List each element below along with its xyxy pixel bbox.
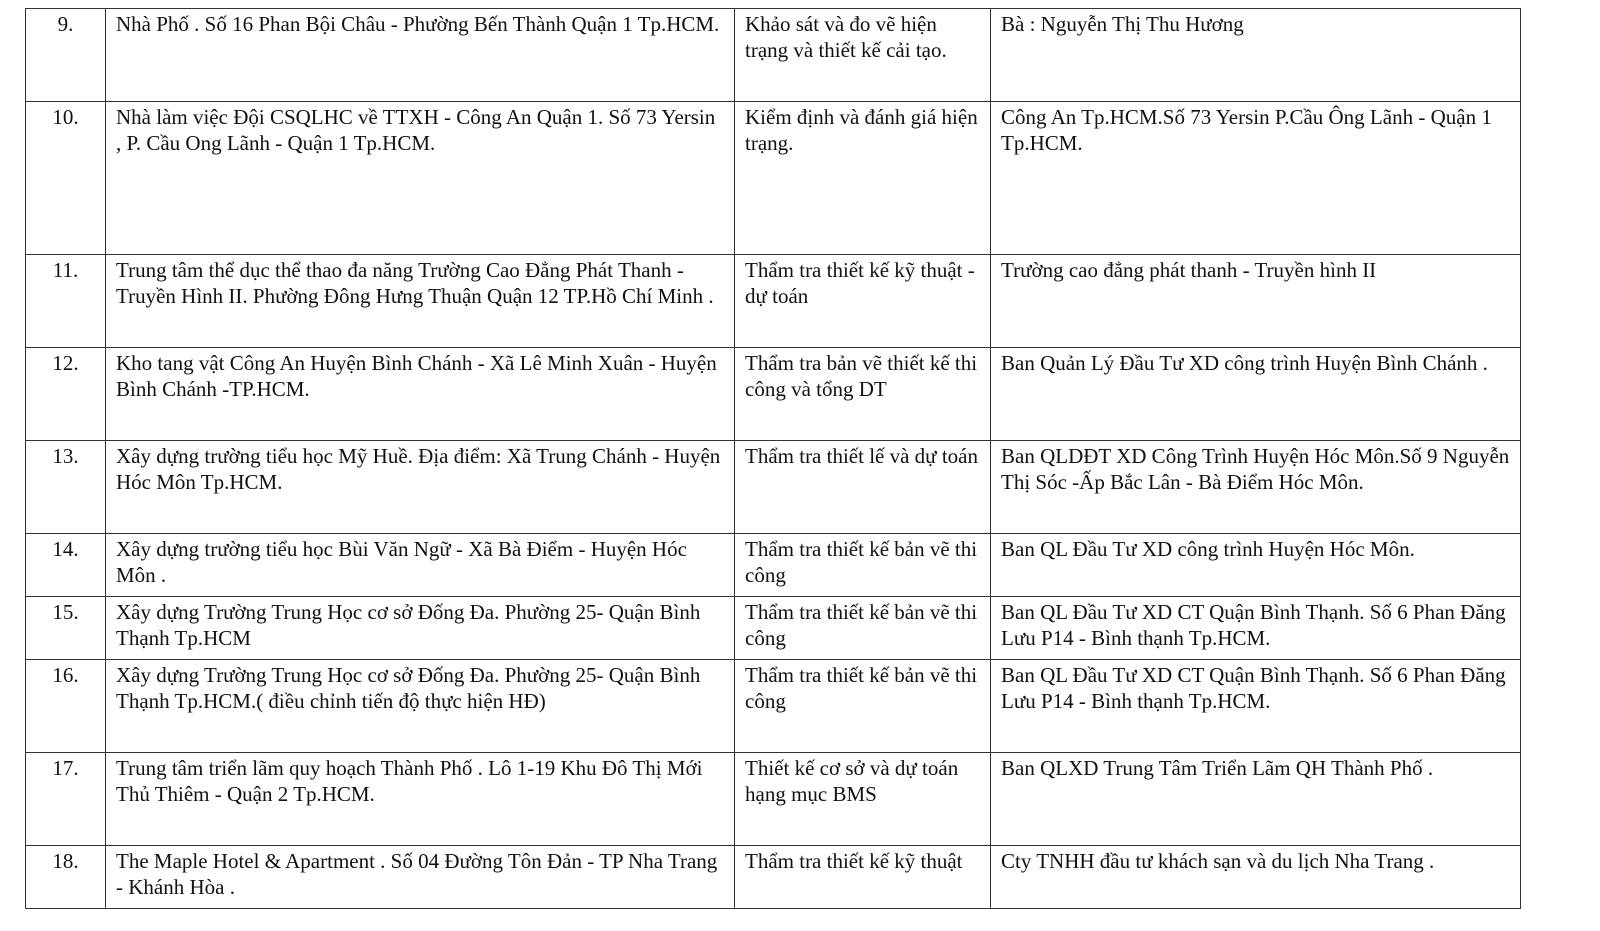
- row-number: 12.: [26, 348, 106, 441]
- table-row: [26, 660, 1521, 753]
- project-name: Nhà làm việc Đội CSQLHC về TTXH - Công An Quận 1. Số 73 Yersin , P. Cầu Ong Lãnh - Quận 1 Tp.HCM.: [106, 102, 735, 255]
- task-description: Thẩm tra bản vẽ thiết kế thi công và tổng DT: [735, 348, 991, 441]
- table-row: [26, 846, 1521, 909]
- client-name: Ban QLDĐT XD Công Trình Huyện Hóc Môn.Số 9 Nguyễn Thị Sóc -Ấp Bắc Lân - Bà Điểm Hóc Môn.: [991, 441, 1521, 534]
- client-name: Trường cao đẳng phát thanh - Truyền hình II: [991, 255, 1521, 348]
- project-name: Trung tâm triển lãm quy hoạch Thành Phố . Lô 1-19 Khu Đô Thị Mới Thủ Thiêm - Quận 2 Tp.HCM.: [106, 753, 735, 846]
- project-name: The Maple Hotel & Apartment . Số 04 Đường Tôn Đản - TP Nha Trang - Khánh Hòa .: [106, 846, 735, 909]
- client-name: Bà : Nguyễn Thị Thu Hương: [991, 9, 1521, 102]
- project-name: Xây dựng Trường Trung Học cơ sở Đống Đa. Phường 25- Quận Bình Thạnh Tp.HCM.( điều chỉnh tiến độ thực hiện HĐ): [106, 660, 735, 753]
- row-number: 9.: [26, 9, 106, 102]
- table-row: [26, 441, 1521, 534]
- table-row: [26, 534, 1521, 597]
- task-description: Thẩm tra thiết kế bản vẽ thi công: [735, 597, 991, 660]
- project-name: Xây dựng trường tiểu học Mỹ Huề. Địa điểm: Xã Trung Chánh - Huyện Hóc Môn Tp.HCM.: [106, 441, 735, 534]
- client-name: Ban QL Đầu Tư XD CT Quận Bình Thạnh. Số 6 Phan Đăng Lưu P14 - Bình thạnh Tp.HCM.: [991, 597, 1521, 660]
- row-number: 11.: [26, 255, 106, 348]
- client-name: Cty TNHH đầu tư khách sạn và du lịch Nha Trang .: [991, 846, 1521, 909]
- projects-table: [25, 8, 1521, 909]
- project-name: Trung tâm thể dục thể thao đa năng Trường Cao Đẳng Phát Thanh - Truyền Hình II. Phường Đông Hưng Thuận Quận 12 TP.Hồ Chí Minh .: [106, 255, 735, 348]
- task-description: Khảo sát và đo vẽ hiện trạng và thiết kế cải tạo.: [735, 9, 991, 102]
- row-number: 17.: [26, 753, 106, 846]
- task-description: Thẩm tra thiết kế bản vẽ thi công: [735, 534, 991, 597]
- table-row: [26, 597, 1521, 660]
- row-number: 18.: [26, 846, 106, 909]
- project-name: Kho tang vật Công An Huyện Bình Chánh - Xã Lê Minh Xuân - Huyện Bình Chánh -TP.HCM.: [106, 348, 735, 441]
- table-row: [26, 102, 1521, 255]
- task-description: Thẩm tra thiết lế và dự toán: [735, 441, 991, 534]
- table-row: [26, 9, 1521, 102]
- row-number: 13.: [26, 441, 106, 534]
- table-row: [26, 255, 1521, 348]
- project-name: Xây dựng Trường Trung Học cơ sở Đống Đa. Phường 25- Quận Bình Thạnh Tp.HCM: [106, 597, 735, 660]
- task-description: Thẩm tra thiết kế bản vẽ thi công: [735, 660, 991, 753]
- project-name: Xây dựng trường tiểu học Bùi Văn Ngữ - Xã Bà Điểm - Huyện Hóc Môn .: [106, 534, 735, 597]
- client-name: Ban Quản Lý Đầu Tư XD công trình Huyện Bình Chánh .: [991, 348, 1521, 441]
- task-description: Thiết kế cơ sở và dự toán hạng mục BMS: [735, 753, 991, 846]
- task-description: Thẩm tra thiết kế kỹ thuật - dự toán: [735, 255, 991, 348]
- task-description: Thẩm tra thiết kế kỹ thuật: [735, 846, 991, 909]
- client-name: Công An Tp.HCM.Số 73 Yersin P.Cầu Ông Lãnh - Quận 1 Tp.HCM.: [991, 102, 1521, 255]
- client-name: Ban QLXD Trung Tâm Triển Lãm QH Thành Phố .: [991, 753, 1521, 846]
- client-name: Ban QL Đầu Tư XD CT Quận Bình Thạnh. Số 6 Phan Đăng Lưu P14 - Bình thạnh Tp.HCM.: [991, 660, 1521, 753]
- row-number: 15.: [26, 597, 106, 660]
- row-number: 10.: [26, 102, 106, 255]
- row-number: 16.: [26, 660, 106, 753]
- project-name: Nhà Phố . Số 16 Phan Bội Châu - Phường Bến Thành Quận 1 Tp.HCM.: [106, 9, 735, 102]
- table-row: [26, 753, 1521, 846]
- task-description: Kiểm định và đánh giá hiện trạng.: [735, 102, 991, 255]
- table-row: [26, 348, 1521, 441]
- row-number: 14.: [26, 534, 106, 597]
- client-name: Ban QL Đầu Tư XD công trình Huyện Hóc Môn.: [991, 534, 1521, 597]
